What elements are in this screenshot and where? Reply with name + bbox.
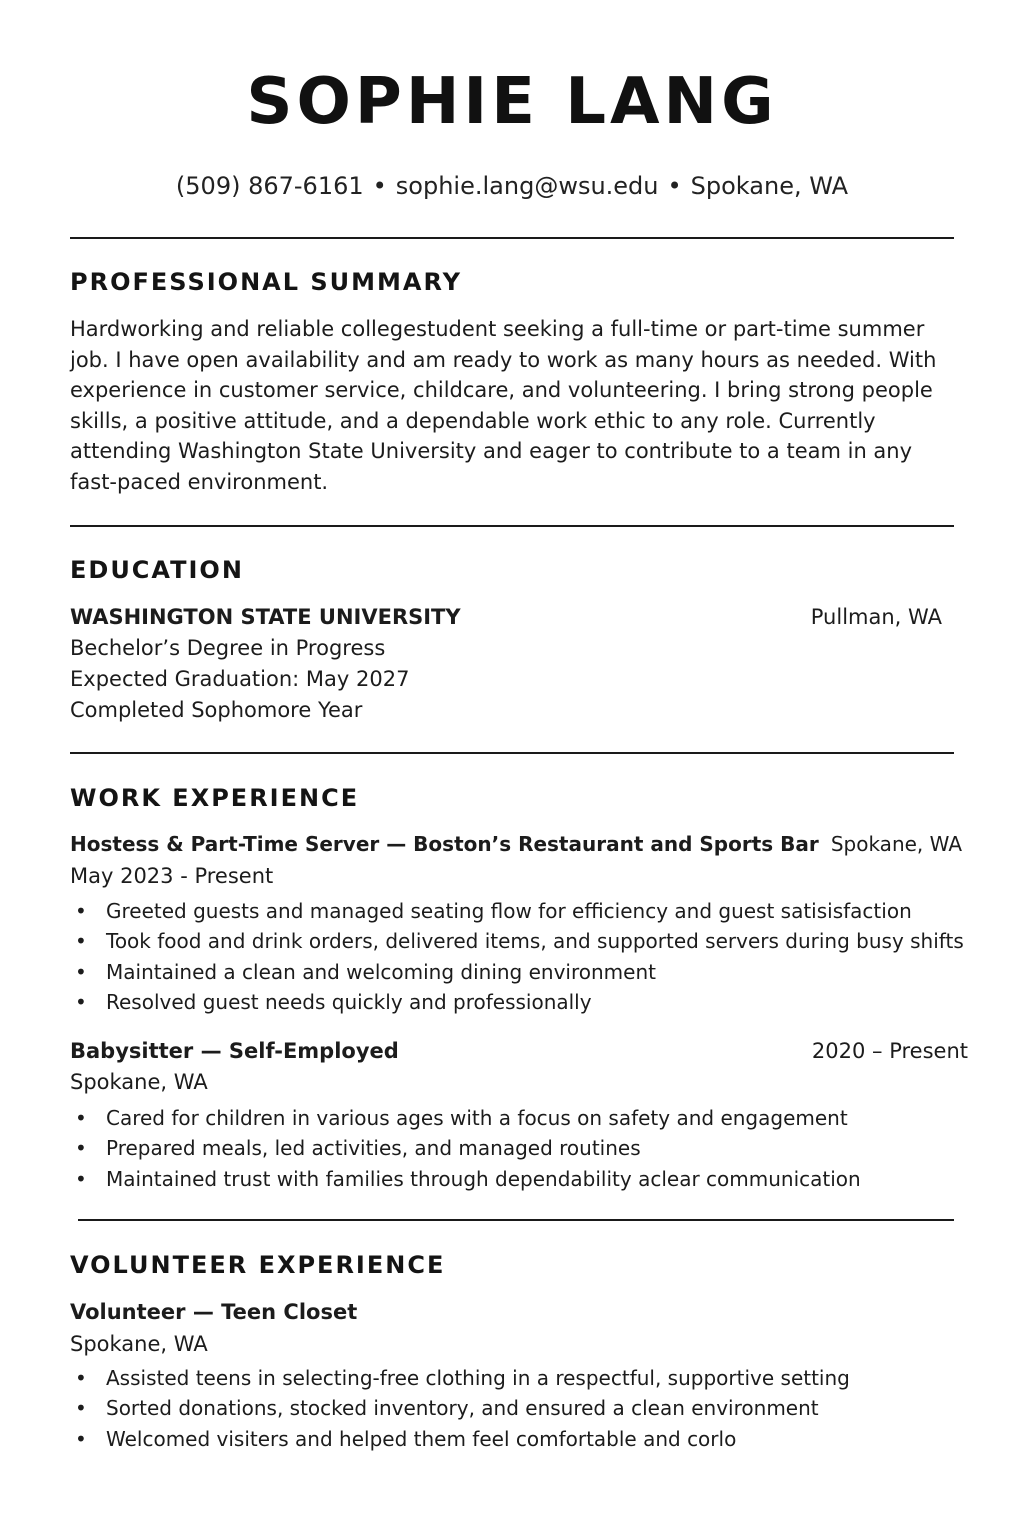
job-dates: May 2023 - Present <box>70 864 274 888</box>
job-duties <box>70 896 970 1018</box>
list-item: • Greeted guests and managed seating flow for efficiency and guest satisisfaction <box>75 899 912 923</box>
summary-line: attending Washington State University and eager to contribute to a team in any <box>70 439 913 464</box>
volunteer-duties <box>70 1363 970 1454</box>
list-item: • Assisted teens in selecting-free clothing in a respectful, supportive setting <box>75 1366 850 1390</box>
list-item: • Maintained a clean and welcoming dining environment <box>75 959 656 984</box>
email-address: sophie.lang@wsu.edu <box>395 172 659 200</box>
divider <box>70 237 954 239</box>
list-item: • Took food and drink orders, delivered items, and supported servers during busy shifts <box>75 929 964 954</box>
volunteer-heading: Volunteer — Teen Closet <box>70 1300 358 1324</box>
education-title: EDUCATION <box>70 556 244 584</box>
volunteer-location: Spokane, WA <box>70 1332 208 1356</box>
divider <box>70 752 954 754</box>
education-status: Completed Sophomore Year <box>70 698 363 722</box>
summary-line: job. I have open availability and am ready to work as many hours as needed. With <box>70 347 937 372</box>
list-item: • Cared for children in various ages with a focus on safety and engagement <box>75 1106 848 1130</box>
separator: • <box>372 172 387 200</box>
candidate-name: SOPHIE LANG <box>246 65 778 139</box>
list-item: • Maintained trust with families through dependability aclear communication <box>75 1166 861 1191</box>
separator: • <box>667 172 682 200</box>
job-dates: 2020 – Present <box>811 1039 968 1063</box>
job-heading: Hostess & Part-Time Server — Boston’s Restaurant and Sports Bar <box>70 832 819 856</box>
job-heading: Babysitter — Self-Employed <box>70 1039 399 1063</box>
job-duties <box>70 1103 970 1194</box>
job-location: Spokane, WA <box>70 1070 208 1094</box>
degree: Bechelor’s Degree in Progress <box>70 636 386 660</box>
list-item: • Resolved guest needs quickly and professionally <box>75 990 592 1015</box>
job-location: Spokane, WA <box>830 832 962 856</box>
graduation-date: Expected Graduation: May 2027 <box>70 667 410 691</box>
school-location: Pullman, WA <box>810 605 942 629</box>
summary-line: experience in customer service, childcare, and volunteering. I bring strong people <box>70 378 933 403</box>
home-location: Spokane, WA <box>690 172 849 200</box>
summary-text <box>70 314 970 498</box>
summary-line: fast-paced environment. <box>70 469 329 494</box>
list-item: • Sorted donations, stocked inventory, and ensured a clean environment <box>75 1396 819 1421</box>
summary-line: Hardworking and reliable collegestudent seeking a full-time or part-time summer <box>70 317 925 341</box>
summary-title: PROFESSIONAL SUMMARY <box>70 268 463 296</box>
work-title: WORK EXPERIENCE <box>70 784 360 812</box>
list-item: • Prepared meals, led activities, and managed routines <box>75 1136 641 1161</box>
contact-line <box>0 170 1024 202</box>
school-name: WASHINGTON STATE UNIVERSITY <box>70 605 461 629</box>
divider <box>78 1219 954 1221</box>
divider <box>70 525 954 527</box>
summary-line: skills, a positive attitude, and a dependable work ethic to any role. Currently <box>70 408 876 433</box>
phone-number: (509) 867-6161 <box>175 172 364 200</box>
volunteer-title: VOLUNTEER EXPERIENCE <box>70 1251 446 1279</box>
list-item: • Welcomed visiters and helped them feel comfortable and corlo <box>75 1426 737 1451</box>
